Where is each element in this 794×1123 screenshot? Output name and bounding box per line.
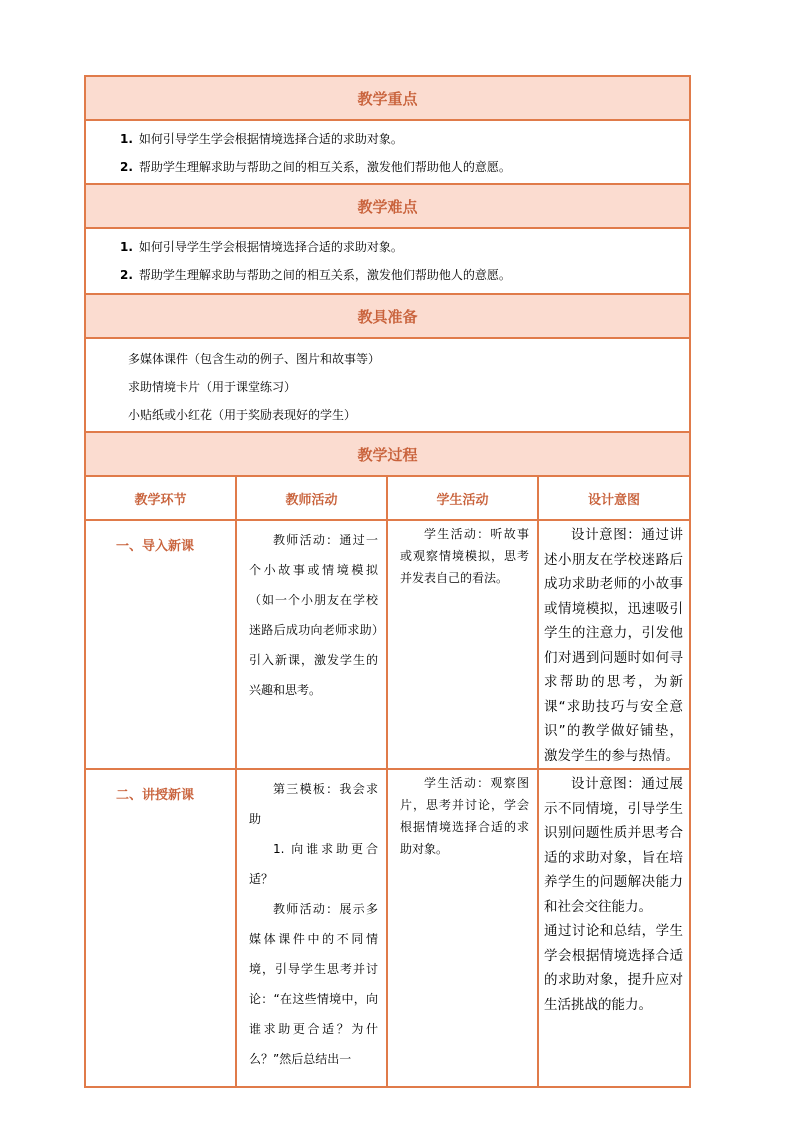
process-header: 教学过程 — [85, 432, 690, 476]
column-header-student: 学生活动 — [387, 476, 538, 520]
column-header-intent: 设计意图 — [538, 476, 690, 520]
design-intent-cell: 设计意图：通过讲述小朋友在学校迷路后成功求助老师的小故事或情境模拟，迅速吸引学生的注意力，引发他们对遇到问题时如何寻求帮助的思考，为新课“求助技巧与安全意识”的教学做好铺垫，激发学生的参与热情。 — [538, 520, 690, 769]
lesson-plan-table — [84, 75, 691, 1088]
difficulty-item: 2. 帮助学生理解求助与帮助之间的相互关系，激发他们帮助他人的意愿。 — [120, 268, 511, 282]
materials-body — [85, 338, 690, 432]
column-header-stage: 教学环节 — [85, 476, 236, 520]
difficulties-body — [85, 228, 690, 294]
difficulty-item: 1. 如何引导学生学会根据情境选择合适的求助对象。 — [120, 240, 403, 254]
student-activity-cell: 学生活动：听故事或观察情境模拟，思考并发表自己的看法。 — [387, 520, 538, 769]
table-row — [85, 769, 690, 1087]
materials-header: 教具准备 — [85, 294, 690, 338]
stage-cell: 二、讲授新课 — [85, 769, 236, 1087]
key-point-item: 2. 帮助学生理解求助与帮助之间的相互关系，激发他们帮助他人的意愿。 — [120, 160, 511, 174]
material-item: 求助情境卡片（用于课堂练习） — [128, 380, 297, 394]
key-points-body — [85, 120, 690, 184]
table-row — [85, 520, 690, 769]
design-intent-cell: 设计意图：通过展示不同情境，引导学生识别问题性质并思考合适的求助对象，旨在培养学生的问题解决能力和社会交往能力。 通过讨论和总结，学生学会根据情境选择合适的求助对象，提升应对生活挑战的能力。 — [538, 769, 690, 1087]
lesson-plan-document — [84, 75, 689, 1088]
teacher-activity-cell: 教师活动：通过一个小故事或情境模拟（如一个小朋友在学校迷路后成功向老师求助）引入新课，激发学生的兴趣和思考。 — [236, 520, 387, 769]
key-point-item: 1. 如何引导学生学会根据情境选择合适的求助对象。 — [120, 132, 403, 146]
difficulties-header: 教学难点 — [85, 184, 690, 228]
teacher-activity-cell: 第三模板：我会求助 1. 向谁求助更合适？ 教师活动：展示多媒体课件中的不同情境，引导学生思考并讨论：“在这些情境中，向谁求助更合适？为什么？”然后总结出一 — [236, 769, 387, 1087]
column-header-teacher: 教师活动 — [236, 476, 387, 520]
stage-cell: 一、导入新课 — [85, 520, 236, 769]
key-points-header: 教学重点 — [85, 76, 690, 120]
student-activity-cell: 学生活动：观察图片，思考并讨论，学会根据情境选择合适的求助对象。 — [387, 769, 538, 1087]
material-item: 多媒体课件（包含生动的例子、图片和故事等） — [128, 352, 381, 366]
material-item: 小贴纸或小红花（用于奖励表现好的学生） — [128, 408, 357, 422]
